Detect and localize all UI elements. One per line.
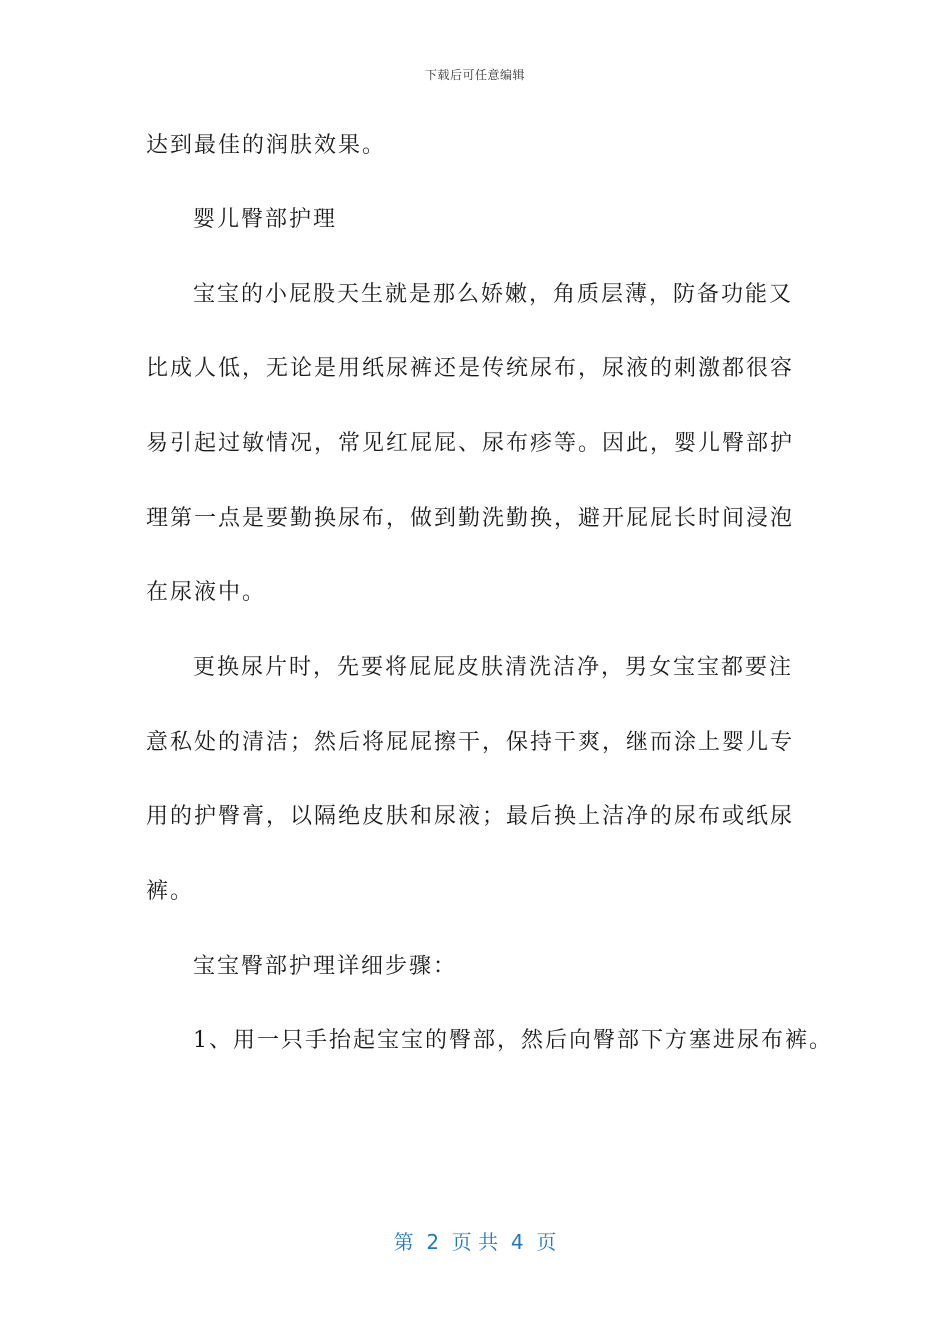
body-line: 理第一点是要勤换尿布，做到勤洗勤换，避开屁屁长时间浸泡 (146, 506, 795, 531)
header-note: 下载后可任意编辑 (424, 68, 525, 82)
body-line: 更换尿片时，先要将屁屁皮肤清洗洁净，男女宝宝都要注 (193, 655, 794, 680)
section-heading: 宝宝臀部护理详细步骤： (193, 954, 458, 979)
body-line: 达到最佳的润肤效果。 (146, 133, 387, 158)
body-line: 比成人低，无论是用纸尿裤还是传统尿布，尿液的刺激都很容 (146, 356, 795, 381)
body-line: 易引起过敏情况，常见红屁屁、尿布疹等。因此，婴儿臀部护 (146, 431, 795, 456)
section-heading: 婴儿臀部护理 (193, 207, 338, 232)
page-number: 第 2 页 共 4 页 (393, 1230, 557, 1254)
body-line: 裤。 (146, 879, 195, 904)
body-line: 意私处的清洁；然后将屁屁擦干，保持干爽，继而涂上婴儿专 (146, 730, 795, 755)
body-line: 在尿液中。 (146, 580, 267, 605)
body-line: 用的护臀膏，以隔绝皮肤和尿液；最后换上洁净的尿布或纸尿 (146, 804, 795, 829)
body-line: 1、用一只手抬起宝宝的臀部，然后向臀部下方塞进尿布裤。 (193, 1028, 833, 1053)
body-line: 宝宝的小屁股天生就是那么娇嫩，角质层薄，防备功能又 (193, 282, 794, 307)
